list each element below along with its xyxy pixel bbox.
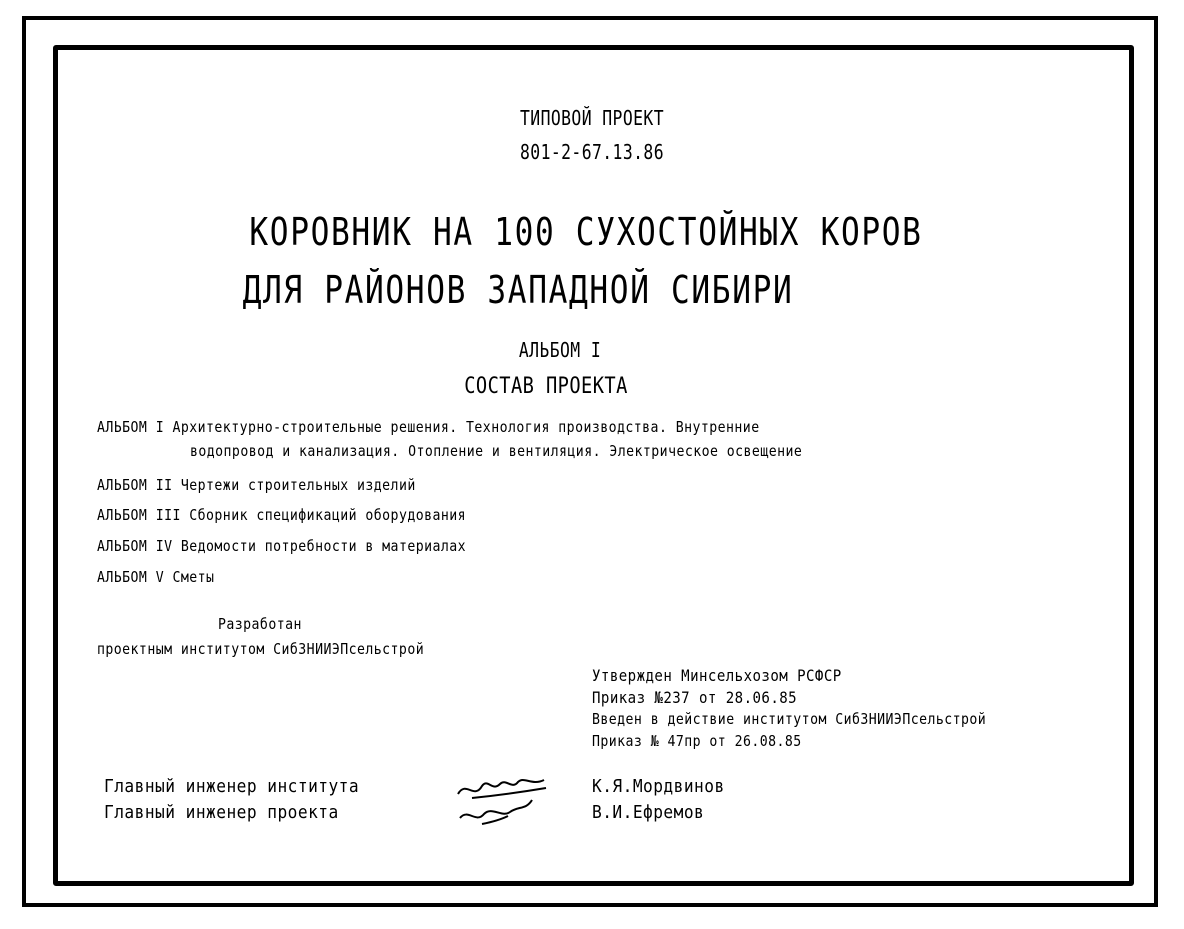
approval-line-3: Введен в действие институтом СибЗНИИЭПсельстрой <box>592 710 987 728</box>
signature-role-1: Главный инженер института <box>104 776 360 797</box>
album-text: Ведомости потребности в материалах <box>180 537 467 555</box>
album-text: Чертежи строительных изделий <box>180 476 416 494</box>
title-line-1: КОРОВНИК НА 100 СУХОСТОЙНЫХ КОРОВ <box>249 210 923 254</box>
album-label: АЛЬБОМ II <box>97 476 173 494</box>
album-label: АЛЬБОМ I <box>518 338 602 362</box>
approval-line-1: Утвержден Минсельхозом РСФСР <box>592 666 842 685</box>
album-5 <box>97 568 214 586</box>
album-text: Сметы <box>172 568 215 586</box>
album-3 <box>97 506 466 524</box>
title-line-2: ДЛЯ РАЙОНОВ ЗАПАДНОЙ СИБИРИ <box>242 268 794 312</box>
developer-label: Разработан <box>218 615 302 633</box>
album-text: Архитектурно-строительные решения. Технология производства. Внутренние <box>172 418 760 436</box>
album-1 <box>97 418 760 436</box>
album-4 <box>97 537 466 555</box>
signature-name-2: В.И.Ефремов <box>592 802 705 823</box>
approval-line-4: Приказ № 47пр от 26.08.85 <box>592 732 802 750</box>
album-text: Сборник спецификаций оборудования <box>189 506 467 524</box>
signature-role-2: Главный инженер проекта <box>104 802 339 823</box>
approval-line-2: Приказ №237 от 28.06.85 <box>592 688 798 707</box>
signature-chief-engineer-institute <box>452 770 552 830</box>
project-number: 801-2-67.13.86 <box>520 140 664 164</box>
album-label: АЛЬБОМ III <box>97 506 181 524</box>
album-text: водопровод и канализация. Отопление и вентиляция. Электрическое освещение <box>190 442 803 460</box>
album-label: АЛЬБОМ V <box>97 568 165 586</box>
inner-frame <box>53 45 1134 886</box>
album-2 <box>97 476 416 494</box>
composition-title: СОСТАВ ПРОЕКТА <box>464 374 628 399</box>
document-type: ТИПОВОЙ ПРОЕКТ <box>520 106 664 130</box>
album-label: АЛЬБОМ IV <box>97 537 173 555</box>
album-label: АЛЬБОМ I <box>97 418 165 436</box>
album-1-continued <box>190 442 802 460</box>
signature-name-1: К.Я.Мордвинов <box>592 776 725 797</box>
developer-institute: проектным институтом СибЗНИИЭПсельстрой <box>97 640 425 658</box>
